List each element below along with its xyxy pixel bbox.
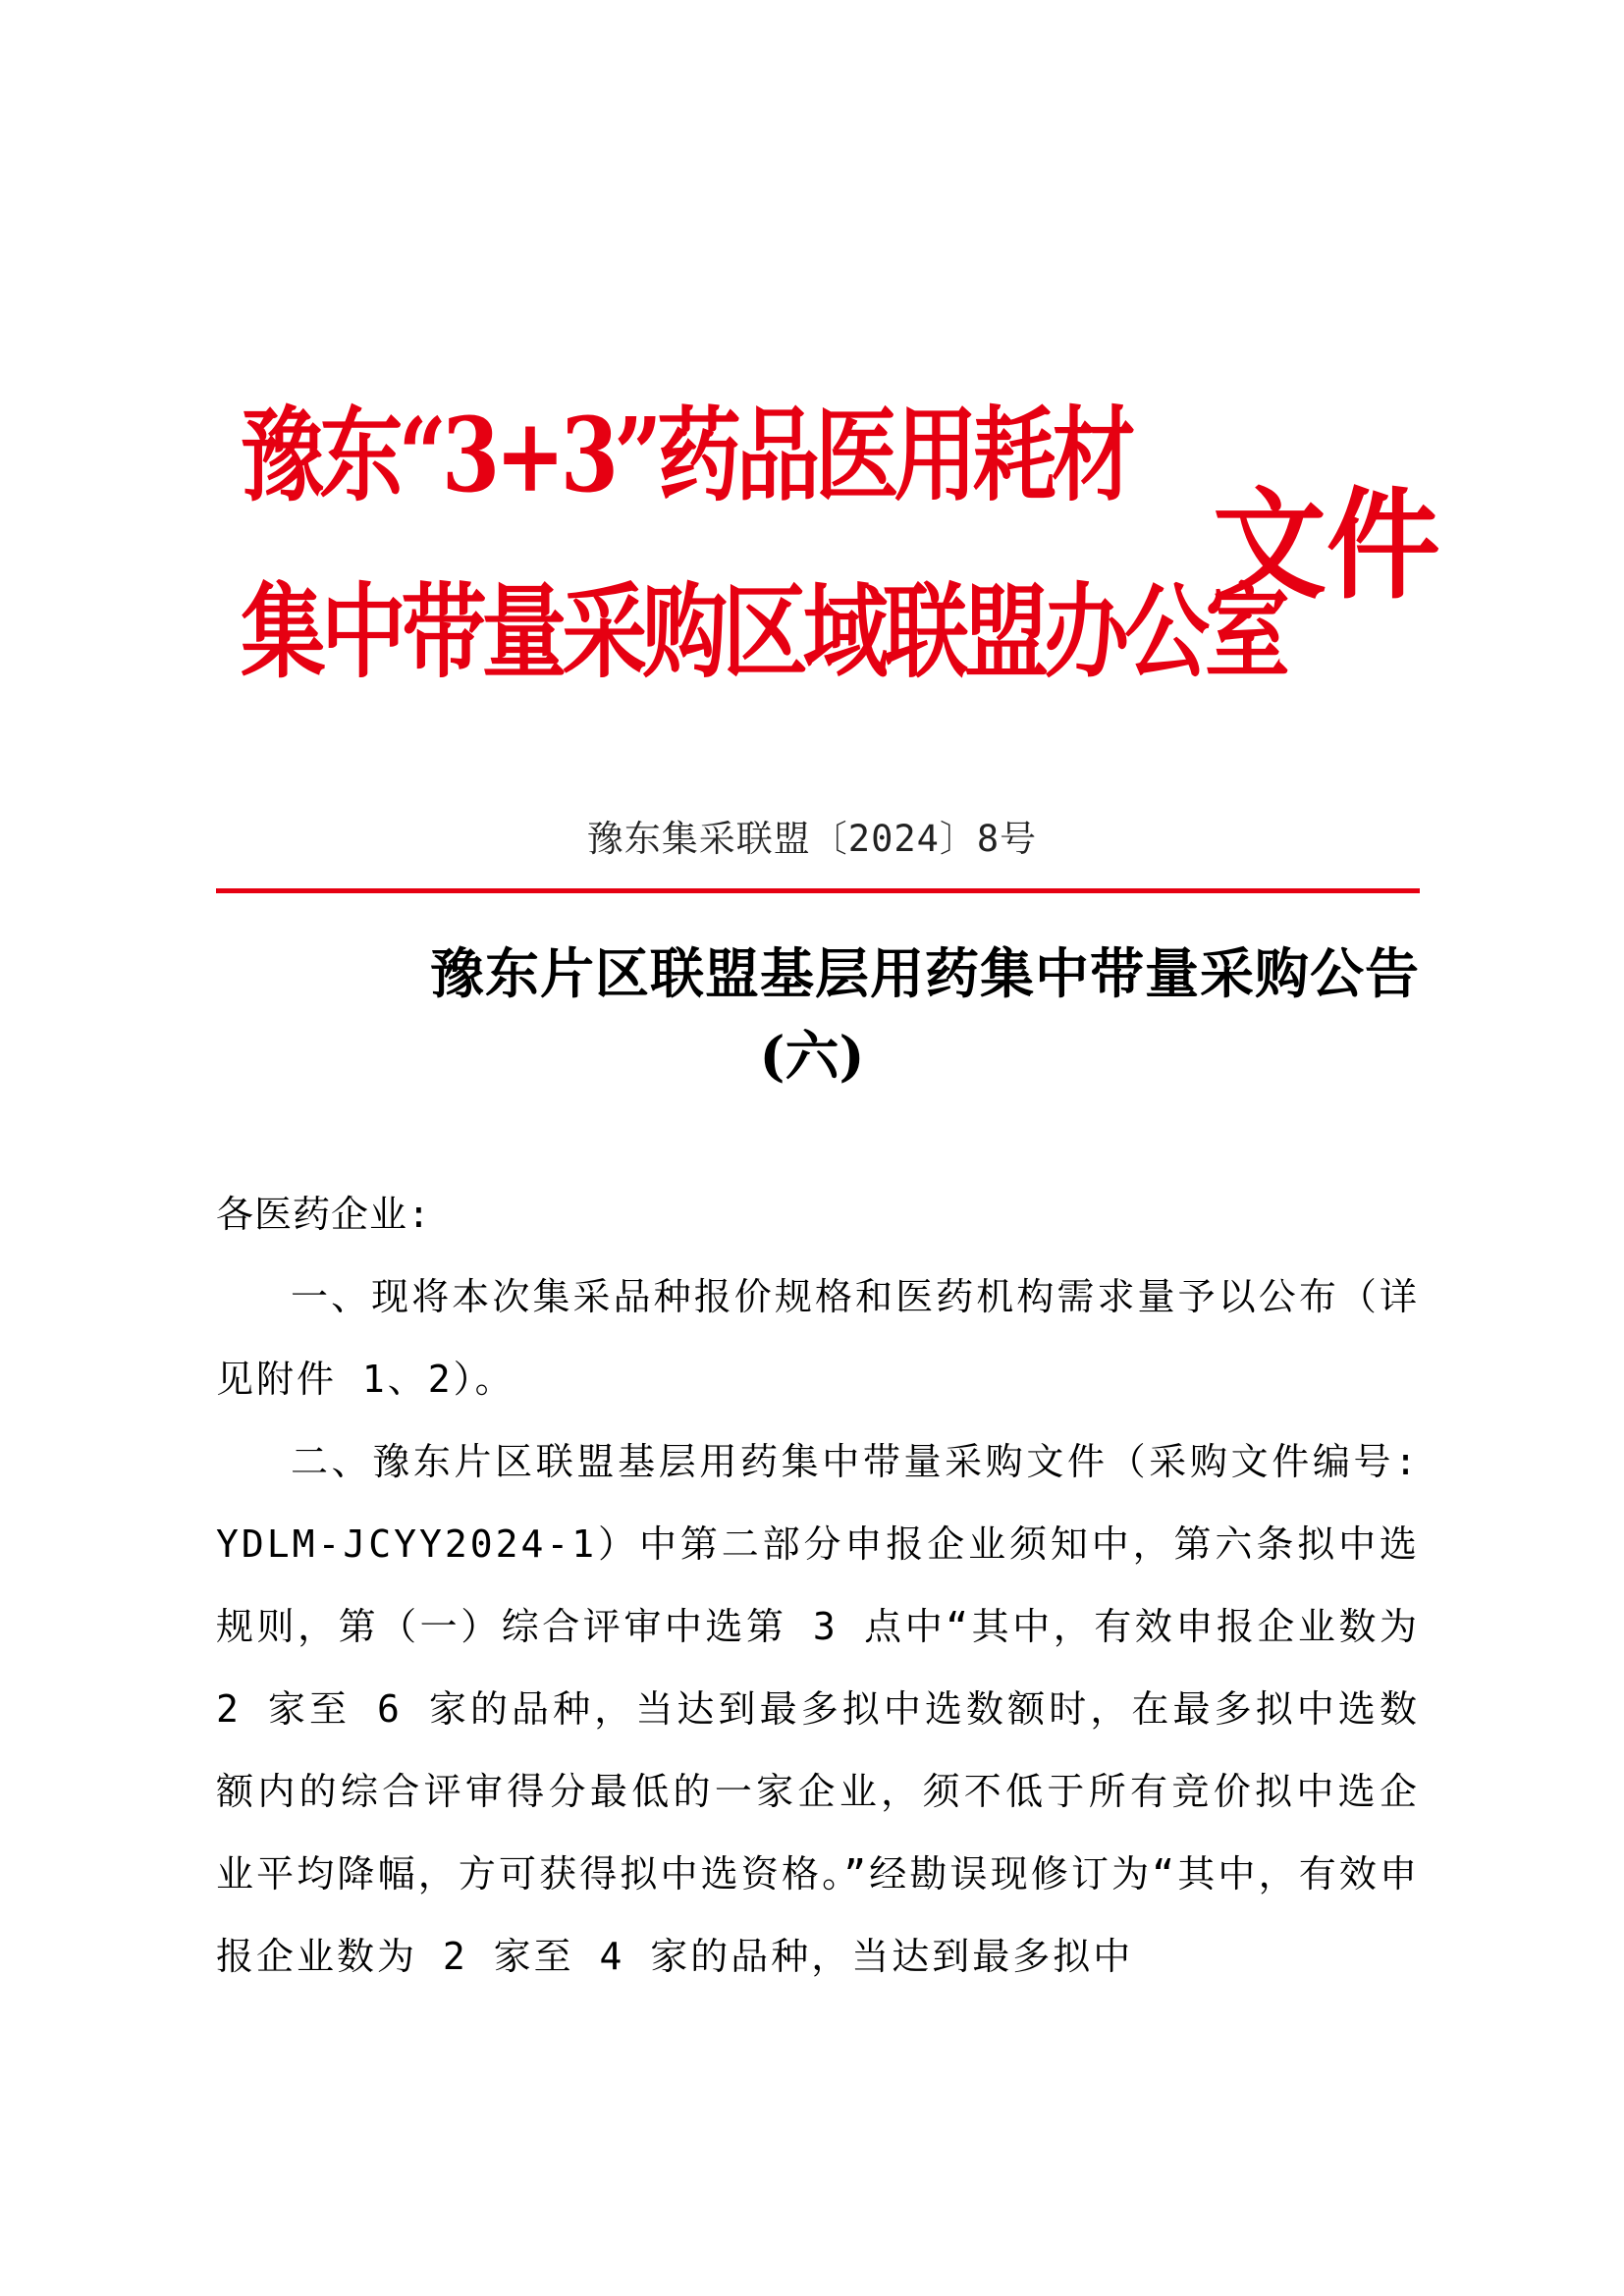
salutation: 各医药企业: bbox=[216, 1193, 431, 1236]
announcement-title: 豫东片区联盟基层用药集中带量采购公告 bbox=[429, 941, 1420, 1005]
masthead-organization bbox=[241, 395, 1285, 751]
masthead bbox=[241, 395, 1448, 712]
masthead-org-line-1: 豫东“3+3”药品医用耗材 bbox=[241, 395, 1131, 515]
masthead-document-suffix: 文件 bbox=[1213, 474, 1440, 615]
document-number: 豫东集采联盟〔2024〕8号 bbox=[586, 818, 1038, 860]
body-paragraph-2: 二、豫东片区联盟基层用药集中带量采购文件（采购文件编号: YDLM-JCYY2024-1）中第二部分申报企业须知中，第六条拟中选规则，第（一）综合评审中选第 3 点中“其中，有效申报企业数为 2 家至 6 家的品种，当达到最多拟中选数额时，在最多拟中选数额内的综合评审得分最低的一家企业，须不低于所有竞价拟中选企业平均降幅，方可获得拟中选资格。”经勘误现修订为“其中，有效申报企业数为 2 家至 4 家的品种，当达到最多拟中 bbox=[216, 1440, 1420, 1978]
red-divider-line bbox=[216, 888, 1420, 893]
announcement-body bbox=[216, 1173, 1420, 1998]
body-paragraph-1: 一、现将本次集采品种报价规格和医药机构需求量予以公布（详见附件 1、2）。 bbox=[216, 1275, 1420, 1401]
announcement-title-number: (六) bbox=[759, 1024, 865, 1088]
masthead-org-line-2: 集中带量采购区域联盟办公室 bbox=[241, 571, 1285, 692]
